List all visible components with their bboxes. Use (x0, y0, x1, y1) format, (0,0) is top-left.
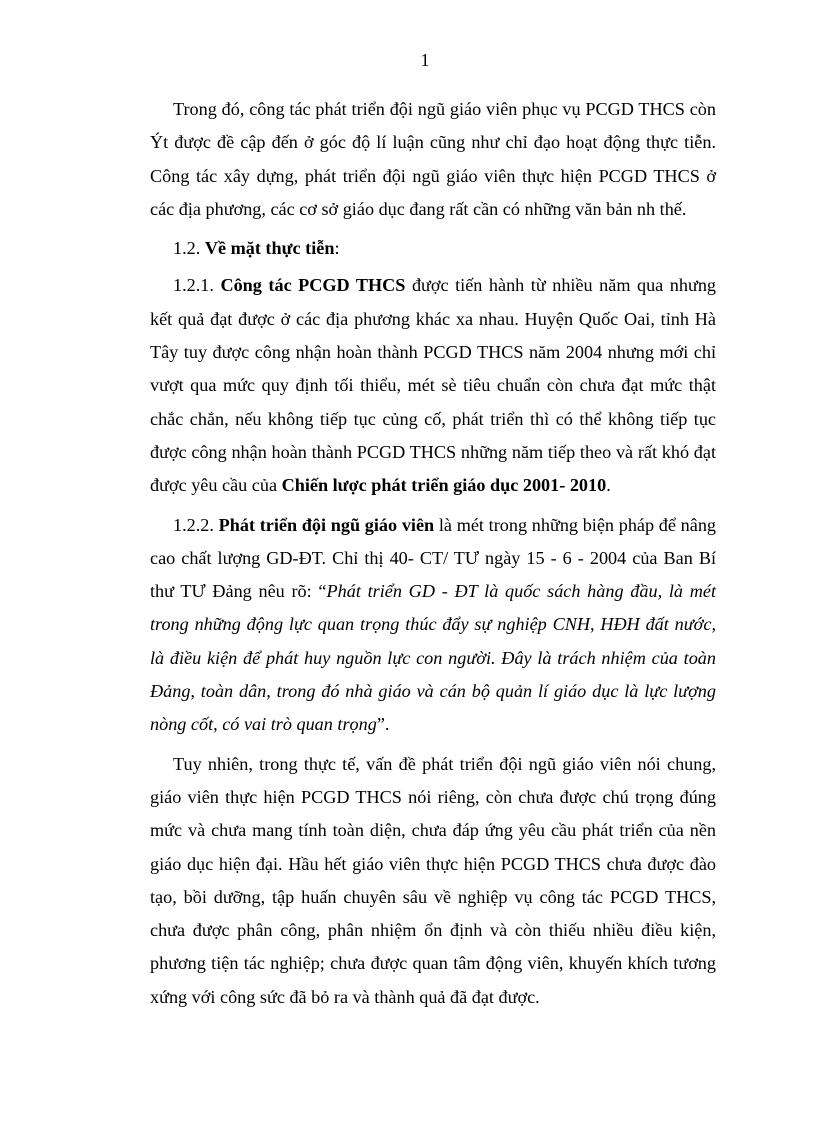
paragraph-conclusion: Tuy nhiên, trong thực tế, vấn đề phát triển đội ngũ giáo viên nói chung, giáo viên thực hiện PCGD THCS nói riêng, còn chưa được chú trọng đúng mức và chưa mang tính toàn diện, chưa đáp ứng yêu cầu phát triển của nền giáo dục hiện đại. Hầu hết giáo viên thực hiện PCGD THCS chưa được đào tạo, bồi dưỡng, tập huấn chuyên sâu về nghiệp vụ công tác PCGD THCS, chưa được phân công, phân nhiệm ổn định và còn thiếu nhiều điều kiện, phương tiện tác nghiệp; chưa được quan tâm động viên, khuyến khích tương xứng với công sức đã bỏ ra và thành quả đã đạt được. (150, 753, 716, 1007)
subsection-title: Phát triển đội ngũ giáo viên (218, 514, 435, 535)
paragraph-1-2-1: 1.2.1. Công tác PCGD THCS được tiến hành từ nhiều năm qua nhưng kết quả đạt được ở các địa phương khác xa nhau. Huyện Quốc Oai, tỉnh Hà Tây tuy được công nhận hoàn thành PCGD THCS năm 2004 nhưng mới chỉ vượt qua mức quy định tối thiểu, mét sè tiêu chuẩn còn chưa đạt mức thật chắc chắn, nếu không tiếp tục củng cố, phát triển thì có thể không tiếp tục được công nhận hoàn thành PCGD THCS những năm tiếp theo và rất khó đạt được yêu cầu của Chiến lược phát triển giáo dục 2001- 2010. (150, 275, 717, 496)
paragraph-intro: Trong đó, công tác phát triển đội ngũ giáo viên phục vụ PCGD THCS còn Ýt được đề cập đến ở góc độ lí luận cũng như chỉ đạo hoạt động thực tiễn. Công tác xây dựng, phát triển đội ngũ giáo viên thực hiện PCGD THCS ở các địa phương, các cơ sở giáo dục đang rất cần có những văn bản nh thế. (150, 99, 716, 219)
page-number: 1 (420, 50, 430, 70)
strategy-title: Chiến lược phát triển giáo dục 2001- 2010 (281, 475, 607, 496)
section-heading-1-2: 1.2. Về mặt thực tiễn: (173, 238, 340, 259)
document-body (150, 93, 716, 1020)
section-number: 1.2. (173, 238, 201, 259)
paragraph-1-2-2: 1.2.2. Phát triển đội ngũ giáo viên là mét trong những biện pháp để nâng cao chất lượng GD-ĐT. Chỉ thị 40- CT/ TƯ ngày 15 - 6 - 2004 của Ban Bí thư TƯ Đảng nêu rõ: “Phát triển GD - ĐT là quốc sách hàng đầu, là mét trong những động lực quan trọng thúc đẩy sự nghiệp CNH, HĐH đất nước, là điều kiện để phát huy nguồn lực con người. Đây là trách nhiệm của toàn Đảng, toàn dân, trong đó nhà giáo và cán bộ quản lí giáo dục là lực lượng nòng cốt, có vai trò quan trọng”. (150, 514, 717, 735)
subsection-number: 1.2.2. (173, 514, 214, 535)
subsection-number: 1.2.1. (173, 275, 214, 296)
section-title: Về mặt thực tiễn (204, 238, 335, 259)
quotation: Phát triển GD - ĐT là quốc sách hàng đầu, là mét trong những động lực quan trọng thúc đẩy sự nghiệp CNH, HĐH đất nước, là điều kiện để phát huy nguồn lực con người. Đây là trách nhiệm của toàn Đảng, toàn dân, trong đó nhà giáo và cán bộ quản lí giáo dục là lực lượng nòng cốt, có vai trò quan trọng (150, 581, 716, 735)
subsection-title: Công tác PCGD THCS (220, 275, 406, 296)
